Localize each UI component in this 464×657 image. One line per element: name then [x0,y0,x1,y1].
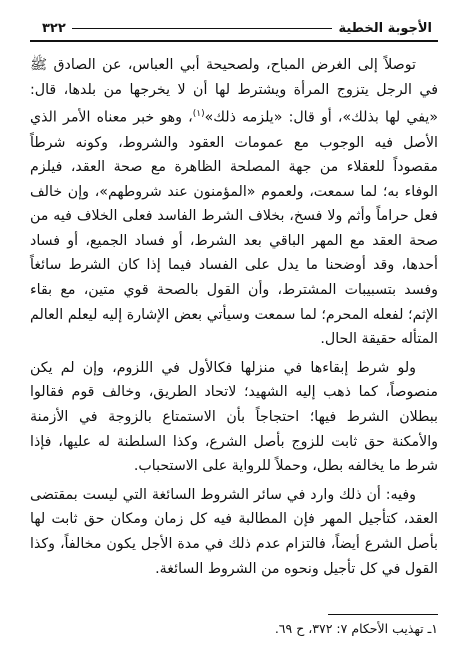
paragraph-2: ولو شرط إبقاءها في منزلها فكالأول في اللزوم، وإن لم يكن منصوصاً، كما ذهب إليه الشهيد؛ لاتحاد الطريق، وخالف قوم فقالوا ببطلان الشرط فيها؛ احتجاجاً بأن الاستمتاع بالزوجة في الأزمنة والأمكنة حق ثابت للزوج بأصل الشرع، وكذا السلطنة له عليها، فإذا شرط ما يخالفه بطل، وحملاً للرواية على الاستحباب. [30,359,438,475]
paragraph-1 [30,53,438,352]
page-number: ٣٢٢ [42,20,66,36]
paragraph-1-part-a: توصلاً إلى الغرض المباح، ولصحيحة أبي العباس، عن الصادق ﷺ في الرجل يتزوج المرأة ويشترط لها أن لا يخرجها من بلدها، قال: «يفي لها بذلك»، أو قال: «يلزمه ذلك» [30,57,438,126]
footnote-marker[interactable]: (١) [192,109,205,120]
running-header [30,16,438,42]
main-text [30,53,438,581]
paragraph-1-part-b: ، وهو خبر معناه الأمر الذي الأصل فيه الوجوب مع عمومات العقود والشروط، وكونه شرطاً مقصوداً للعقلاء من جهة المصلحة الظاهرة مع صحة العقد، فيلزم الوفاء به؛ لما سمعت، ولعموم «المؤمنون عند شروطهم»، وإن خالف فعل حراماً وأثم ولا فسخ، بخلاف الشرط الفاسد فعلى الخلاف فيه من صحة العقد مع المهر الباقي بعد الشرط، أو فساد الجميع، أو فساد أحدها، وقد أوضحنا ما يدل على الفساد فيما إذا كان الشرط سائغاً وفسد بتسبيبات المشترط، وأن القول بالصحة قوي متين، مع بقاء الإثم؛ لفعله المحرم؛ لما سمعت وسيأتي بعض الإشارة إليه ليعلم العالم المتأله حقيقة الحال. [30,109,438,348]
footnote: ١ـ تهذيب الأحكام ٧: ٣٧٢، ح ٦٩. [274,621,438,636]
footnote-separator [328,614,438,615]
header-rule [72,28,333,29]
paragraph-3: وفيه: أن ذلك وارد في سائر الشروط السائغة التي ليست بمقتضى العقد، كتأجيل المهر فإن المطالبة فيه كل زمان ومكان حق ثابت لها بأصل الشرع أيضاً، فالتزام عدم ذلك في مدة الأجل يكون مخالفاً، وكذا القول في كل تأجيل ونحوه من الشروط السائغة. [30,486,438,577]
book-title: الأجوبة الخطية [338,20,432,36]
